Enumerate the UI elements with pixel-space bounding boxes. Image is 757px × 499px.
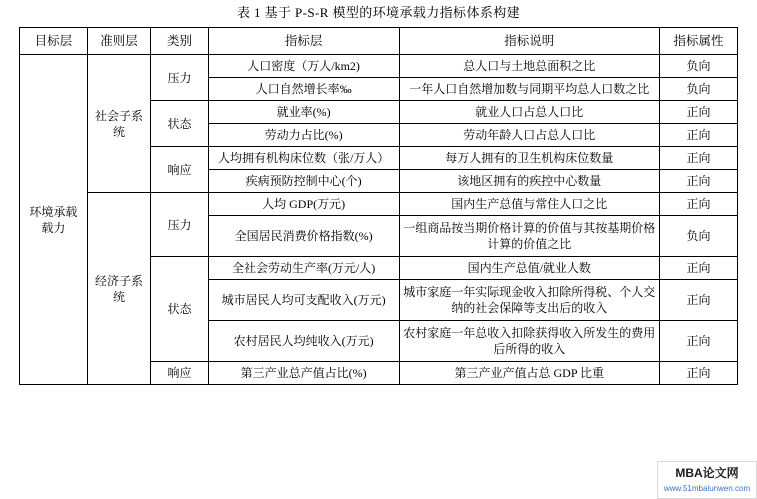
attribute-cell: 正向 [660, 147, 738, 170]
indicator-cell: 全国居民消费价格指数(%) [208, 216, 399, 257]
description-cell: 一年人口自然增加数与同期平均总人口数之比 [399, 78, 660, 101]
table-header-row [20, 28, 738, 55]
column-header-goal: 目标层 [20, 28, 88, 55]
column-header-description: 指标说明 [399, 28, 660, 55]
indicator-cell: 城市居民人均可支配收入(万元) [208, 280, 399, 321]
column-header-category: 类别 [151, 28, 208, 55]
attribute-cell: 正向 [660, 124, 738, 147]
indicator-cell: 人均拥有机构床位数（张/万人） [208, 147, 399, 170]
indicator-cell: 疾病预防控制中心(个) [208, 170, 399, 193]
indicator-cell: 劳动力占比(%) [208, 124, 399, 147]
table-row [20, 193, 738, 216]
description-cell: 国内生产总值/就业人数 [399, 257, 660, 280]
description-cell: 总人口与土地总面积之比 [399, 55, 660, 78]
description-cell: 每万人拥有的卫生机构床位数量 [399, 147, 660, 170]
description-cell: 就业人口占总人口比 [399, 101, 660, 124]
description-cell: 该地区拥有的疾控中心数量 [399, 170, 660, 193]
indicator-cell: 人口自然增长率‰ [208, 78, 399, 101]
attribute-cell: 正向 [660, 170, 738, 193]
description-cell: 城市家庭一年实际现金收入扣除所得税、个人交纳的社会保障等支出后的收入 [399, 280, 660, 321]
indicator-cell: 全社会劳动生产率(万元/人) [208, 257, 399, 280]
indicator-system-table [19, 27, 738, 385]
column-header-attribute: 指标属性 [660, 28, 738, 55]
goal-cell: 环境承载 载力 [20, 55, 88, 385]
description-cell: 国内生产总值与常住人口之比 [399, 193, 660, 216]
indicator-cell: 第三产业总产值占比(%) [208, 362, 399, 385]
indicator-cell: 农村居民人均纯收入(万元) [208, 321, 399, 362]
table-body [20, 55, 738, 385]
criteria-cell-economic: 经济子系 统 [87, 193, 151, 385]
table-row [20, 55, 738, 78]
watermark-url: www.51mbalunwen.com [663, 484, 751, 493]
column-header-criteria: 准则层 [87, 28, 151, 55]
indicator-cell: 人口密度（万人/km2) [208, 55, 399, 78]
description-cell: 农村家庭一年总收入扣除获得收入所发生的费用后所得的收入 [399, 321, 660, 362]
attribute-cell: 正向 [660, 101, 738, 124]
category-cell: 响应 [151, 362, 208, 385]
table-head [20, 28, 738, 55]
description-cell: 第三产业产值占总 GDP 比重 [399, 362, 660, 385]
category-cell: 状态 [151, 257, 208, 362]
description-cell: 劳动年龄人口占总人口比 [399, 124, 660, 147]
attribute-cell: 正向 [660, 193, 738, 216]
attribute-cell: 正向 [660, 321, 738, 362]
attribute-cell: 负向 [660, 55, 738, 78]
watermark [657, 461, 757, 499]
category-cell: 状态 [151, 101, 208, 147]
category-cell: 压力 [151, 193, 208, 257]
attribute-cell: 负向 [660, 78, 738, 101]
indicator-cell: 就业率(%) [208, 101, 399, 124]
category-cell: 响应 [151, 147, 208, 193]
description-cell: 一组商品按当期价格计算的价值与其按基期价格计算的价值之比 [399, 216, 660, 257]
attribute-cell: 正向 [660, 362, 738, 385]
criteria-cell-social: 社会子系 统 [87, 55, 151, 193]
attribute-cell: 正向 [660, 257, 738, 280]
indicator-cell: 人均 GDP(万元) [208, 193, 399, 216]
attribute-cell: 负向 [660, 216, 738, 257]
table-caption: 表 1 基于 P-S-R 模型的环境承载力指标体系构建 [236, 5, 521, 20]
attribute-cell: 正向 [660, 280, 738, 321]
category-cell: 压力 [151, 55, 208, 101]
watermark-title: MBA论文网 [675, 466, 739, 480]
column-header-indicator: 指标层 [208, 28, 399, 55]
